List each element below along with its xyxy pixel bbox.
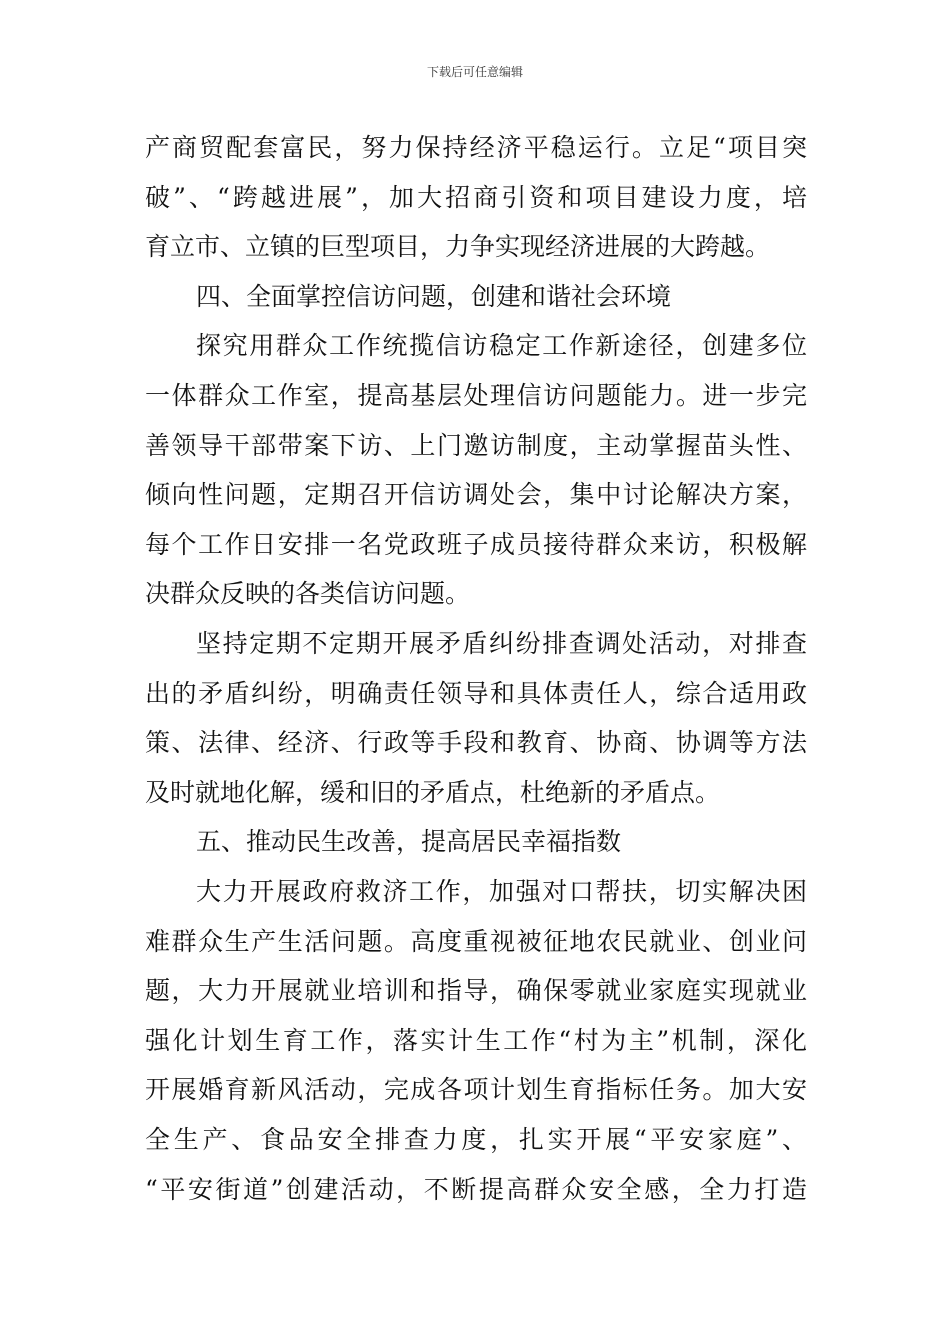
text-line: 产商贸配套富民，努力保持经济平稳运行。立足“项目突 [145,133,807,162]
text-line: 全生产、食品安全排查力度，扎实开展“平安家庭”、 [145,1125,807,1154]
text-line: 大力开展政府救济工作，加强对口帮扶，切实解决困 [196,877,807,906]
page-header-note: 下载后可任意编辑 [426,65,523,79]
text-line: 善领导干部带案下访、上门邀访制度，主动掌握苗头性、 [145,430,807,460]
text-line: 强化计划生育工作，落实计生工作“村为主”机制，深化 [145,1025,807,1055]
text-line: 出的矛盾纠纷，明确责任领导和具体责任人，综合适用政 [145,678,807,708]
text-line: 五、推动民生改善，提高居民幸福指数 [196,827,622,857]
text-line: 破”、“跨越进展”，加大招商引资和项目建设力度，培 [145,182,807,212]
text-line: 四、全面掌控信访问题，创建和谐社会环境 [196,281,672,311]
text-line: 难群众生产生活问题。高度重视被征地农民就业、创业问 [145,926,807,956]
text-line: 策、法律、经济、行政等手段和教育、协商、协调等方法 [145,728,807,758]
text-line: 及时就地化解，缓和旧的矛盾点，杜绝新的矛盾点。 [145,777,721,807]
text-line: 倾向性问题，定期召开信访调处会，集中讨论解决方案， [145,480,807,510]
text-line: 开展婚育新风活动，完成各项计划生育指标任务。加大安 [145,1075,807,1105]
text-line: 坚持定期不定期开展矛盾纠纷排查调处活动，对排查 [196,629,807,658]
text-line: 每个工作日安排一名党政班子成员接待群众来访，积极解 [145,529,807,559]
text-line: 一体群众工作室，提高基层处理信访问题能力。进一步完 [145,381,807,410]
text-line: 题，大力开展就业培训和指导，确保零就业家庭实现就业 [145,976,807,1006]
text-line: 决群众反映的各类信访问题。 [145,579,471,609]
text-line: 育立市、立镇的巨型项目，力争实现经济进展的大跨越。 [145,232,771,262]
text-line: 探究用群众工作统揽信访稳定工作新途径，创建多位 [196,331,807,361]
text-line: “平安街道”创建活动，不断提高群众安全感，全力打造 [145,1174,807,1204]
